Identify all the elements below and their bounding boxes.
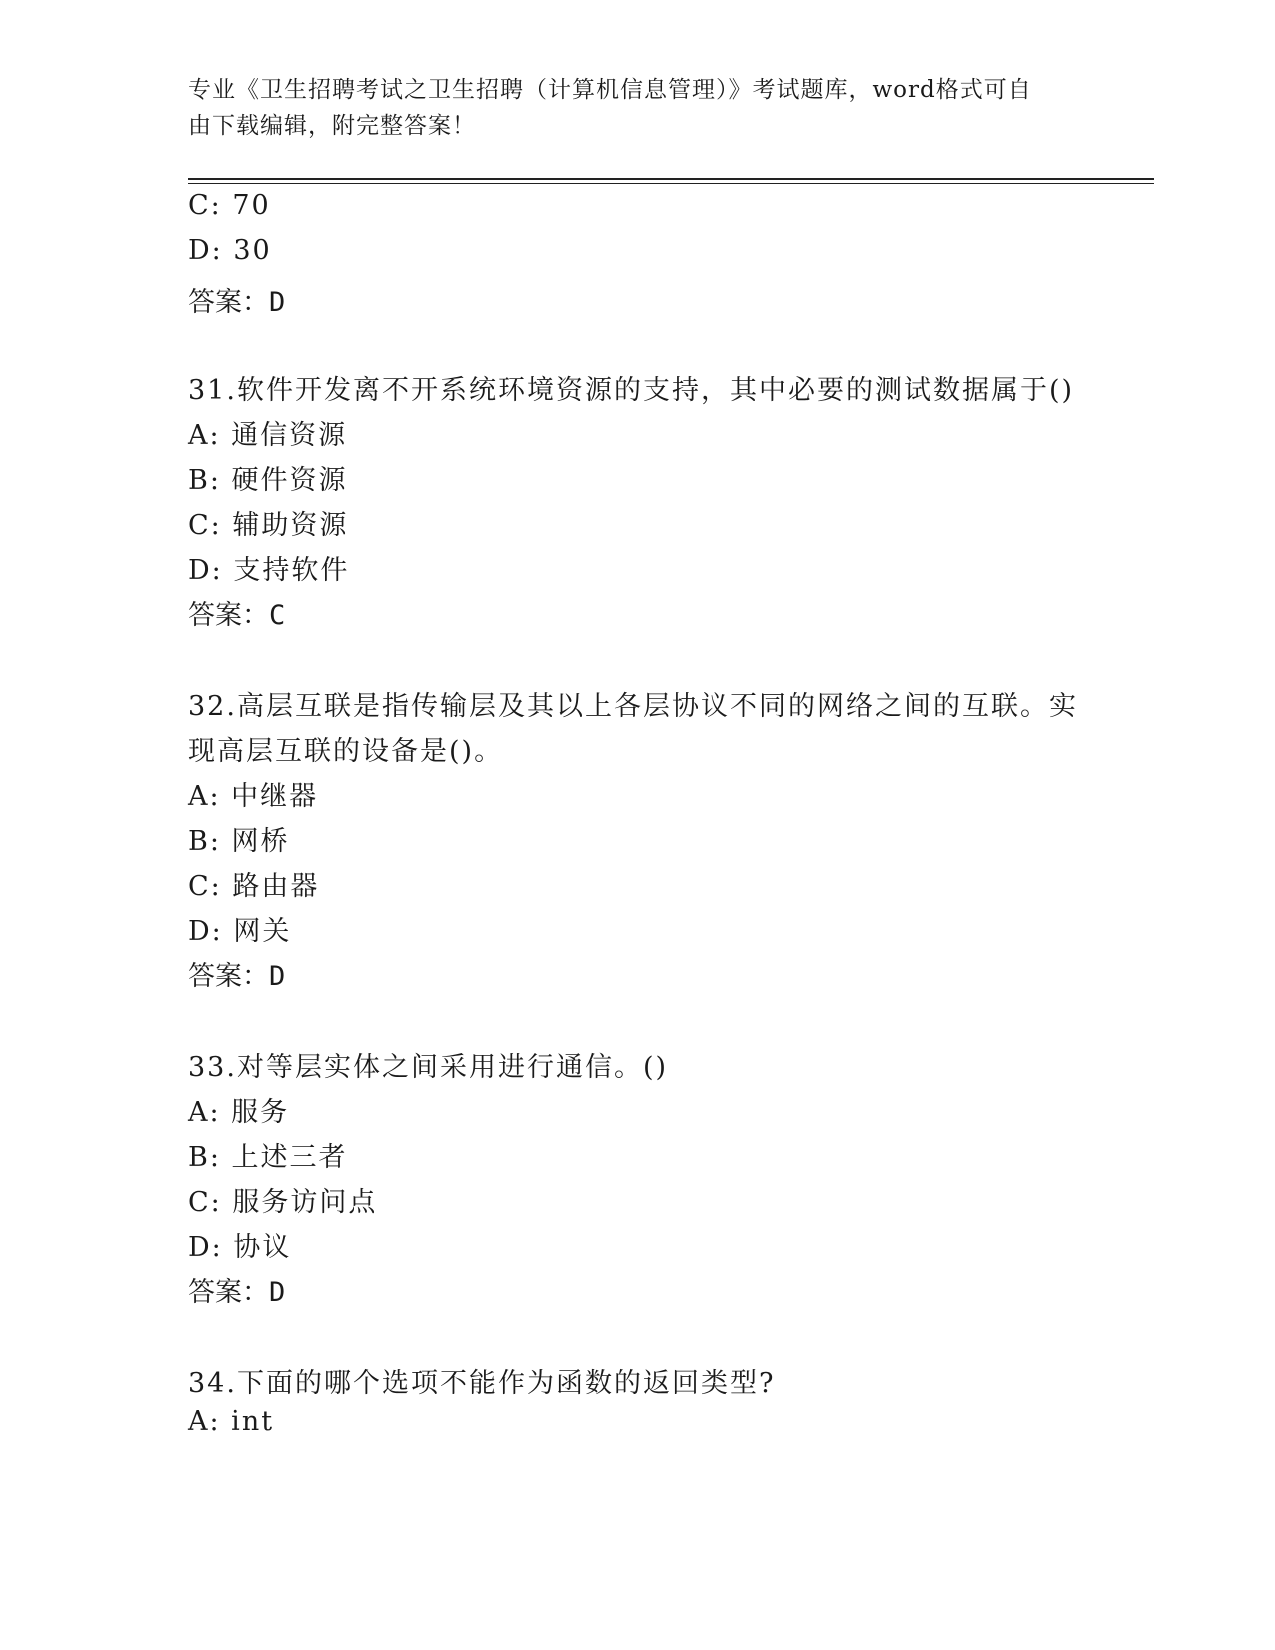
option-d: D: 30 bbox=[188, 235, 272, 266]
answer-label: 答案： bbox=[188, 961, 269, 992]
question-32-option-a: A: 中继器 bbox=[188, 781, 319, 812]
question-31-option-d: D: 支持软件 bbox=[188, 555, 350, 586]
answer-label: 答案： bbox=[188, 287, 269, 318]
option-c: C: 70 bbox=[188, 190, 271, 221]
header-line-2: 由下载编辑，附完整答案！ bbox=[188, 113, 476, 139]
question-32-option-b: B: 网桥 bbox=[188, 826, 290, 857]
answer-label: 答案： bbox=[188, 600, 269, 631]
question-34-text: 34.下面的哪个选项不能作为函数的返回类型? bbox=[188, 1368, 776, 1399]
question-31-option-c: C: 辅助资源 bbox=[188, 510, 349, 541]
question-33-option-c: C: 服务访问点 bbox=[188, 1187, 378, 1218]
header-divider-thick bbox=[188, 178, 1154, 180]
question-34-option-a: A: int bbox=[188, 1406, 275, 1437]
document-header bbox=[188, 72, 1088, 144]
answer-value: D bbox=[269, 961, 286, 992]
answer-value: C bbox=[269, 600, 286, 631]
question-32-text-line-1: 32.高层互联是指传输层及其以上各层协议不同的网络之间的互联。实 bbox=[188, 691, 1078, 722]
answer-label: 答案： bbox=[188, 1277, 269, 1308]
question-33-option-a: A: 服务 bbox=[188, 1097, 290, 1128]
question-31-answer bbox=[188, 593, 285, 632]
question-33-answer bbox=[188, 1270, 285, 1309]
question-32-option-d: D: 网关 bbox=[188, 916, 292, 947]
header-line-1: 专业《卫生招聘考试之卫生招聘（计算机信息管理）》考试题库，word格式可自 bbox=[188, 77, 1032, 103]
answer-value: D bbox=[269, 1277, 286, 1308]
question-32-option-c: C: 路由器 bbox=[188, 871, 320, 902]
question-32-answer bbox=[188, 954, 285, 993]
question-31-option-a: A: 通信资源 bbox=[188, 420, 348, 451]
question-32-text-line-2: 现高层互联的设备是()。 bbox=[188, 736, 504, 767]
header-divider-thin bbox=[188, 183, 1154, 184]
question-31-option-b: B: 硬件资源 bbox=[188, 465, 348, 496]
question-31-text: 31.软件开发离不开系统环境资源的支持，其中必要的测试数据属于() bbox=[188, 375, 1075, 406]
answer-value: D bbox=[269, 287, 286, 318]
question-33-text: 33.对等层实体之间采用进行通信。() bbox=[188, 1052, 669, 1083]
question-33-option-b: B: 上述三者 bbox=[188, 1142, 348, 1173]
question-33-option-d: D: 协议 bbox=[188, 1232, 292, 1263]
answer-line bbox=[188, 280, 285, 319]
